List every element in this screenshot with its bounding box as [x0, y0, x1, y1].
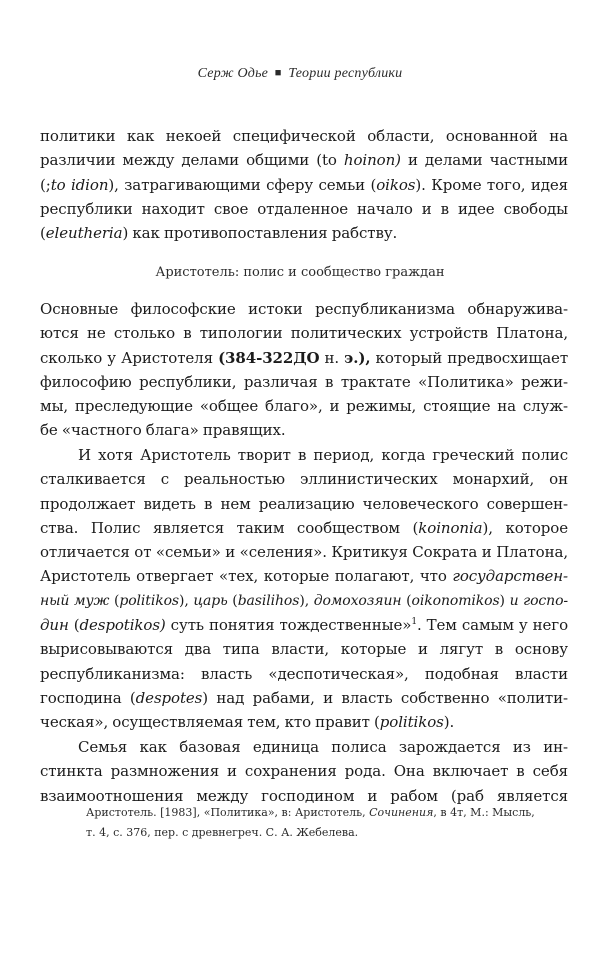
text-line: философию республики, различая в трактате «Политика» режи- [40, 372, 568, 391]
text-line: (;to idion), затрагивающими сферу семьи (oikos). Кроме того, идея [40, 175, 569, 194]
text-line: сколько у Аристотеля (384-322ДО н. э.), который предвосхищает [40, 348, 569, 367]
header-author: Серж Одье [197, 66, 269, 81]
text-line: сталкивается с реальностью эллинистических монархий, он [40, 470, 568, 489]
footnote-line: т. 4, с. 376, пер. с древнегреч. С. А. Жебелева. [86, 826, 359, 839]
text-line: господина (despotes) над рабами, и власть собственно «полити- [40, 688, 568, 707]
text-line: различии между делами общими (to hoinon) и делами частными [40, 151, 568, 170]
text-line: ческая», осуществляемая тем, кто правит (politikos). [40, 713, 455, 732]
text-line: продолжает видеть в нем реализацию человеческого совершен- [40, 494, 568, 513]
footnote-line: Аристотель. [1983], «Политика», в: Аристотель, Сочинения, в 4т, М.: Мысль, [86, 806, 535, 819]
paragraph-1 [40, 124, 568, 245]
text-line: отличается от «семьи» и «селения». Критикуя Сократа и Платона, [40, 543, 568, 562]
text-line: дин (despotikos) суть понятия тождественные»$^1$. Тем самым у него [40, 616, 568, 635]
section-title: Аристотель: полис и сообщество граждан [155, 265, 445, 280]
footnote-marker: 1 [411, 617, 417, 628]
text-line: республики находит свое отдаленное начало и в идее свободы [40, 199, 568, 218]
text-line: ются не столько в типологии политических устройств Платона, [40, 324, 568, 343]
text-line: республиканизма: власть «деспотическая», подобная власти [40, 664, 568, 683]
text-line: стинкта размножения и сохранения рода. Она включает в себя [40, 762, 568, 781]
text-line: Аристотель отвергает «тех, которые полагают, что государствен- [40, 567, 568, 586]
text-line: ства. Полис является таким сообществом (koinonia), которое [40, 518, 568, 537]
text-line: вырисовываются два типа власти, которые и лягут в основу [40, 640, 568, 659]
text-line: политики как некоей специфической области, основанной на [40, 127, 568, 145]
header-title: Теории республики [288, 66, 403, 81]
text-line: ный муж (politikos), царь (basilihos), домохозяин (oikonomikos) и госпо- [40, 592, 569, 609]
paragraph-2 [40, 297, 568, 443]
text-line: И хотя Аристотель творит в период, когда греческий полис [78, 446, 568, 464]
text-line: (eleutheria) как противопоставления рабству. [40, 224, 398, 243]
text-line: Основные философские истоки республиканизма обнаружива- [40, 300, 568, 318]
paragraph-4 [40, 735, 568, 808]
footnote [86, 803, 546, 843]
text-line: взаимоотношения между господином и рабом (раб является [40, 786, 568, 805]
text-line: мы, преследующие «общее благо», и режимы, стоящие на служ- [40, 397, 568, 416]
paragraph-3 [40, 443, 568, 735]
text-line: бе «частного блага» правящих. [40, 421, 286, 440]
text-line: Семья как базовая единица полиса зарождается из ин- [78, 738, 568, 756]
header-separator: ■ [274, 67, 282, 79]
running-header [0, 66, 600, 82]
